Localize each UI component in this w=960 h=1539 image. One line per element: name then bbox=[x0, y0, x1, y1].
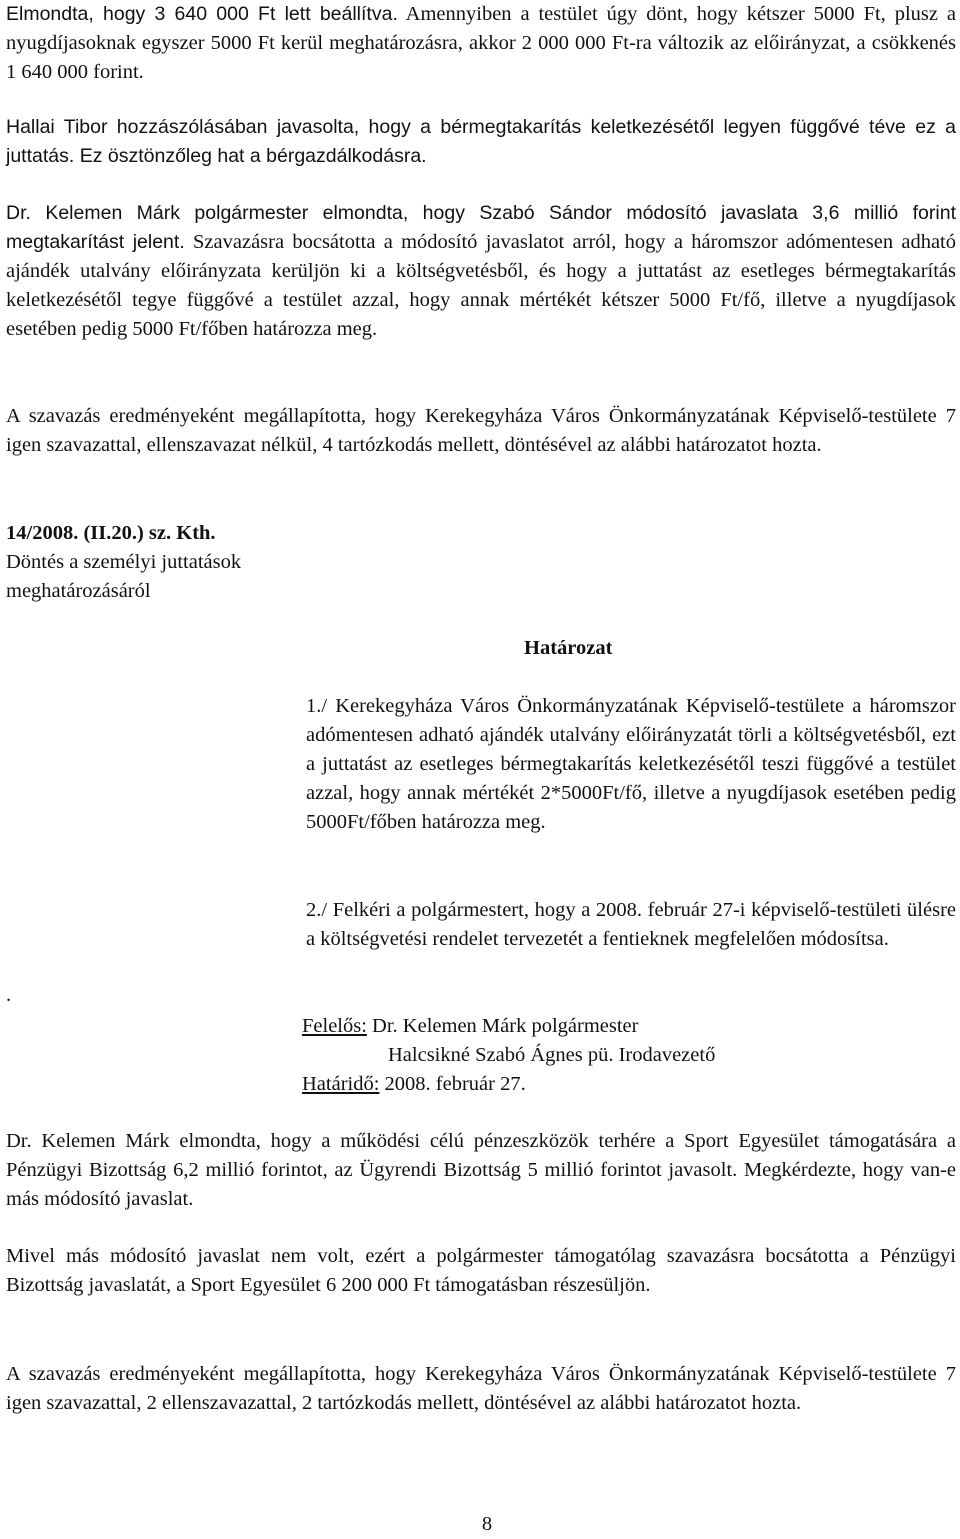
resolution-item-1: 1./ Kerekegyháza Város Önkormányzatának Képviselő-testülete a háromszor adómentesen adható ajándék utalvány előirányzatát törli a költségvetésből, ezt a juttatást az esetleges bérmegtakarítás keletkezésétől teszi függővé a testület azzal, hogy annak mértékét 2*5000Ft/fő, illetve a nyugdíjasok esetében pedig 5000Ft/főben határozza meg. bbox=[306, 695, 956, 833]
paragraph-savings-amount-serif: Amennyiben a testület úgy dönt, hogy kétszer 5000 Ft, plusz a nyugdíjasoknak egyszer 5000 Ft kerül meghatározásra, akkor 2 000 000 Ft-ra változik az előirányzat, a csökkenés 1 640 000 forint. bbox=[6, 3, 957, 83]
paragraph-savings-amount bbox=[6, 0, 956, 87]
paragraph-sport-club-proposal: Dr. Kelemen Márk elmondta, hogy a működési célú pénzeszközök terhére a Sport Egyesület támogatására a Pénzügyi Bizottság 6,2 millió forintot, az Ügyrendi Bizottság 5 millió forintot javasolt. Megkérdezte, hogy van-e más módosító javaslat. bbox=[6, 1130, 956, 1210]
resolution-dot: . bbox=[6, 984, 12, 1006]
paragraph-kelemen-proposal-serif: Szavazásra bocsátotta a módosító javaslatot arról, hogy a háromszor adómentesen adható ajándék utalvány előirányzata kerüljön ki a költségvetésből, és hogy a juttatást az esetleges bérmegtakarítás keletkezésétől tegye függővé a testület azzal, hogy annak mértékét kétszer 5000 Ft/fő, illetve a nyugdíjasok esetében pedig 5000 Ft/főben határozza meg. bbox=[6, 231, 957, 340]
responsible-line bbox=[302, 1012, 638, 1041]
deadline-date: 2008. február 27. bbox=[379, 1073, 526, 1095]
deadline-line bbox=[302, 1070, 526, 1099]
paragraph-kelemen-proposal-sans: Dr. Kelemen Márk polgármester elmondta, hogy Szabó Sándor módosító javaslata 3,6 millió forint megtakarítást jelent. bbox=[6, 202, 956, 253]
paragraph-savings-amount-sans: Elmondta, hogy 3 640 000 Ft lett beállítva. bbox=[6, 3, 398, 25]
resolution-number: 14/2008. (II.20.) sz. Kth. bbox=[6, 522, 216, 544]
resolution-heading: Határozat bbox=[524, 637, 613, 659]
paragraph-finance-committee-vote: Mivel más módosító javaslat nem volt, ezért a polgármester támogatólag szavazásra bocsátotta a Pénzügyi Bizottság javaslatát, a Sport Egyesület 6 200 000 Ft támogatásban részesüljön. bbox=[6, 1245, 956, 1296]
responsible-person-2: Halcsikné Szabó Ágnes pü. Irodavezető bbox=[388, 1044, 716, 1066]
resolution-subject-line-2: meghatározásáról bbox=[6, 580, 151, 602]
deadline-label: Határidő: bbox=[302, 1073, 380, 1095]
paragraph-vote-result-1: A szavazás eredményeként megállapította, hogy Kerekegyháza Város Önkormányzatának Képviselő-testülete 7 igen szavazattal, ellenszavazat nélkül, 4 tartózkodás mellett, döntésével az alábbi határozatot hozta. bbox=[6, 405, 956, 456]
responsible-person-1: Dr. Kelemen Márk polgármester bbox=[366, 1015, 639, 1037]
page-number: 8 bbox=[481, 1513, 493, 1535]
paragraph-hallai-comment: Hallai Tibor hozzászólásában javasolta, hogy a bérmegtakarítás keletkezésétől legyen függővé téve ez a juttatás. Ez ösztönzőleg hat a bérgazdálkodásra. bbox=[6, 116, 956, 167]
paragraph-vote-result-2: A szavazás eredményeként megállapította, hogy Kerekegyháza Város Önkormányzatának Képviselő-testülete 7 igen szavazattal, 2 ellenszavazattal, 2 tartózkodás mellett, döntésével az alábbi határozatot hozta. bbox=[6, 1363, 956, 1414]
responsible-label: Felelős: bbox=[302, 1015, 367, 1037]
paragraph-kelemen-proposal bbox=[6, 199, 956, 344]
resolution-item-2: 2./ Felkéri a polgármestert, hogy a 2008. február 27-i képviselő-testületi ülésre a költségvetési rendelet tervezetét a fentieknek megfelelően módosítsa. bbox=[306, 899, 956, 950]
resolution-subject-line-1: Döntés a személyi juttatások bbox=[6, 551, 242, 573]
